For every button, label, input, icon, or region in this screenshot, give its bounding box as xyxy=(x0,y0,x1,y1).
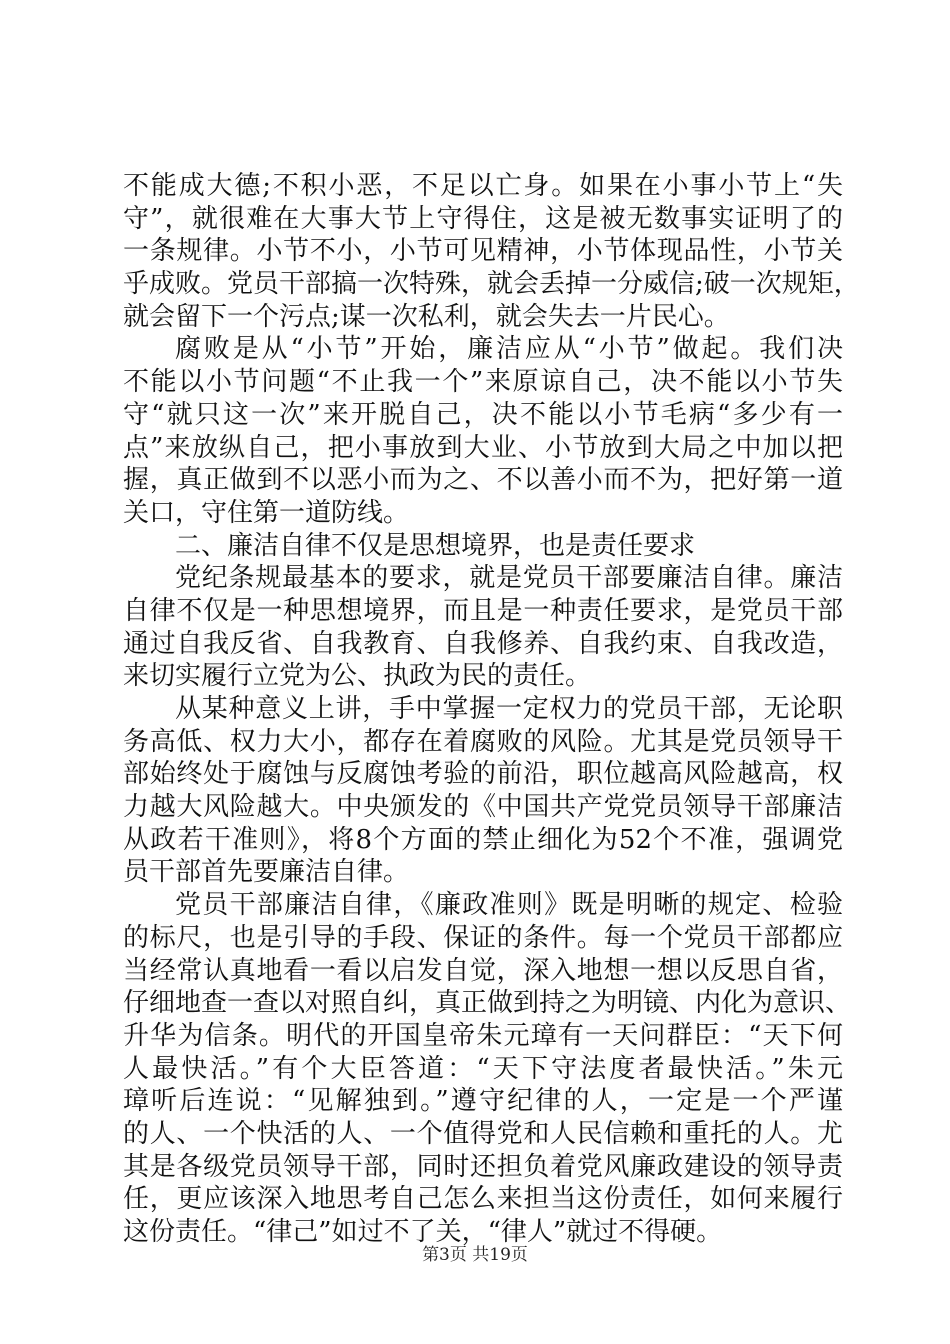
text-line: 人最快活。”有个大臣答道：“天下守法度者最快活。”朱元 xyxy=(123,1053,843,1084)
text-line: 二、廉洁自律不仅是思想境界，也是责任要求 xyxy=(175,530,696,561)
document-body xyxy=(123,170,860,1249)
paragraph xyxy=(123,562,843,693)
text-line: 乎成败。党员干部搞一次特殊，就会丢掉一分威信;破一次规矩， xyxy=(123,269,860,300)
text-line: 通过自我反省、自我教育、自我修养、自我约束、自我改造， xyxy=(123,628,843,659)
text-line: 一条规律。小节不小，小节可见精神，小节体现品性，小节关 xyxy=(123,236,843,267)
text-line: 不能以小节问题“不止我一个”来原谅自己，决不能以小节失 xyxy=(123,367,843,398)
text-line: 仔细地查一查以对照自纠，真正做到持之为明镜、内化为意识、 xyxy=(123,988,852,1019)
text-line: 党纪条规最基本的要求，就是党员干部要廉洁自律。廉洁 xyxy=(175,563,843,594)
section-heading xyxy=(123,530,843,563)
page-footer: 第3页 共19页 xyxy=(422,1245,528,1265)
text-line: 自律不仅是一种思想境界，而且是一种责任要求，是党员干部 xyxy=(123,595,843,626)
text-line: 就会留下一个污点;谋一次私利，就会失去一片民心。 xyxy=(123,301,730,332)
text-line: 部始终处于腐蚀与反腐蚀考验的前沿，职位越高风险越高，权 xyxy=(123,759,843,790)
text-line: 这份责任。“律己”如过不了关，“律人”就过不得硬。 xyxy=(123,1217,723,1247)
text-line: 守“就只这一次”来开脱自己，决不能以小节毛病“多少有一 xyxy=(123,399,843,430)
text-line: 从某种意义上讲，手中掌握一定权力的党员干部，无论职 xyxy=(175,694,843,724)
text-line: 升华为信条。明代的开国皇帝朱元璋有一天问群臣：“天下何 xyxy=(123,1020,843,1051)
paragraph xyxy=(123,889,852,1249)
text-line: 从政若干准则》，将8个方面的禁止细化为52个不准，强调党 xyxy=(123,824,843,855)
text-line: 党员干部廉洁自律，《廉政准则》既是明晰的规定、检验 xyxy=(175,890,843,921)
text-line: 务高低、权力大小，都存在着腐败的风险。尤其是党员领导干 xyxy=(123,726,843,757)
text-line: 腐败是从“小节”开始，廉洁应从“小节”做起。我们决 xyxy=(175,334,843,365)
text-line: 点”来放纵自己，把小事放到大业、小节放到大局之中加以把 xyxy=(123,432,843,463)
text-line: 握，真正做到不以恶小而为之、不以善小而不为，把好第一道 xyxy=(123,465,843,496)
text-line: 的标尺，也是引导的手段、保证的条件。每一个党员干部都应 xyxy=(123,922,843,953)
text-line: 当经常认真地看一看以启发自觉，深入地想一想以反思自省， xyxy=(123,955,843,986)
text-line: 关口，守住第一道防线。 xyxy=(123,497,410,528)
text-line: 的人、一个快活的人、一个值得党和人民信赖和重托的人。尤 xyxy=(123,1118,843,1149)
text-line: 员干部首先要廉洁自律。 xyxy=(123,857,410,888)
text-line: 来切实履行立党为公、执政为民的责任。 xyxy=(123,661,592,692)
text-line: 力越大风险越大。中央颁发的《中国共产党党员领导干部廉洁 xyxy=(123,792,843,823)
text-line: 璋听后连说：“见解独到。”遵守纪律的人，一定是一个严谨 xyxy=(123,1086,843,1117)
paragraph xyxy=(123,170,860,333)
text-line: 守”，就很难在大事大节上守得住，这是被无数事实证明了的 xyxy=(123,203,843,234)
text-line: 任，更应该深入地思考自己怎么来担当这份责任，如何来履行 xyxy=(123,1184,843,1215)
paragraph xyxy=(123,693,843,889)
paragraph xyxy=(123,333,843,529)
text-line: 不能成大德;不积小恶，不足以亡身。如果在小事小节上“失 xyxy=(123,171,843,201)
text-line: 其是各级党员领导干部，同时还担负着党风廉政建设的领导责 xyxy=(123,1151,843,1182)
